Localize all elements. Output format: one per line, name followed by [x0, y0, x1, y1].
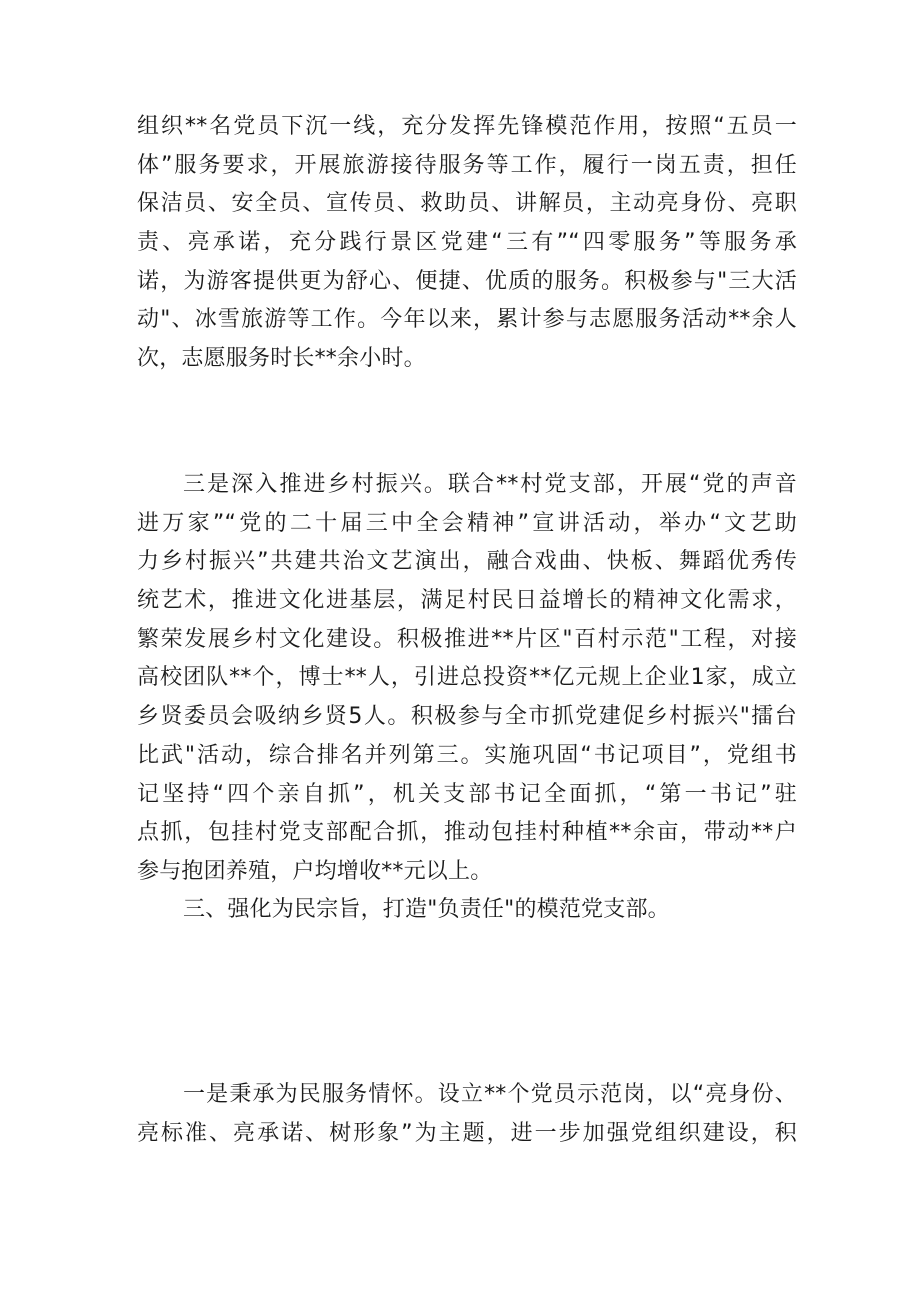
text-line: 责、亮承诺，充分践行景区党建“三有”“四零服务”等服务承 — [137, 230, 797, 256]
text-line: 进万家”“党的二十届三中全会精神”宣讲活动，举办“文艺助 — [137, 510, 797, 536]
text-line: 参与抱团养殖，户均增收**元以上。 — [137, 858, 493, 884]
text-line: 次，志愿服务时长**余小时。 — [137, 346, 426, 372]
text-line: 记坚持“四个亲自抓”，机关支部书记全面抓，“第一书记”驻 — [137, 781, 797, 807]
text-line: 比武"活动，综合排名并列第三。实施巩固“书记项目”，党组书 — [137, 742, 797, 768]
heading-text: 三、强化为民宗旨，打造"负责任"的模范党支部。 — [183, 897, 670, 922]
text-line: 高校团队**个，博士**人，引进总投资**亿元规上企业1家，成立 — [137, 665, 797, 691]
text-line: 乡贤委员会吸纳乡贤5人。积极参与全市抓党建促乡村振兴"擂台 — [137, 704, 797, 730]
text-line: 统艺术，推进文化进基层，满足村民日益增长的精神文化需求， — [137, 588, 797, 614]
text-line: 三是深入推进乡村振兴。联合**村党支部，开展“党的声音 — [183, 472, 797, 497]
text-line: 保洁员、安全员、宣传员、救助员、讲解员，主动亮身份、亮职 — [137, 191, 797, 217]
text-line: 点抓，包挂村党支部配合抓，推动包挂村种植**余亩，带动**户 — [137, 820, 797, 846]
text-line: 组织**名党员下沉一线，充分发挥先锋模范作用，按照“五员一 — [137, 114, 797, 139]
text-line: 力乡村振兴”共建共治文艺演出，融合戏曲、快板、舞蹈优秀传 — [137, 549, 797, 575]
section-heading — [137, 891, 797, 930]
paragraph-service-commitment — [137, 1076, 797, 1153]
text-line: 动"、冰雪旅游等工作。今年以来，累计参与志愿服务活动**余人 — [137, 307, 797, 333]
text-line: 繁荣发展乡村文化建设。积极推进**片区"百村示范"工程，对接 — [137, 626, 797, 652]
paragraph-rural-revitalization — [137, 466, 797, 892]
text-line: 体”服务要求，开展旅游接待服务等工作，履行一岗五责，担任 — [137, 152, 797, 178]
paragraph-volunteer-service — [137, 108, 797, 379]
text-line: 一是秉承为民服务情怀。设立**个党员示范岗，以“亮身份、 — [183, 1082, 797, 1107]
text-line: 亮标准、亮承诺、树形象”为主题，进一步加强党组织建设，积 — [137, 1120, 797, 1146]
text-line: 诺，为游客提供更为舒心、便捷、优质的服务。积极参与"三大活 — [137, 268, 797, 294]
